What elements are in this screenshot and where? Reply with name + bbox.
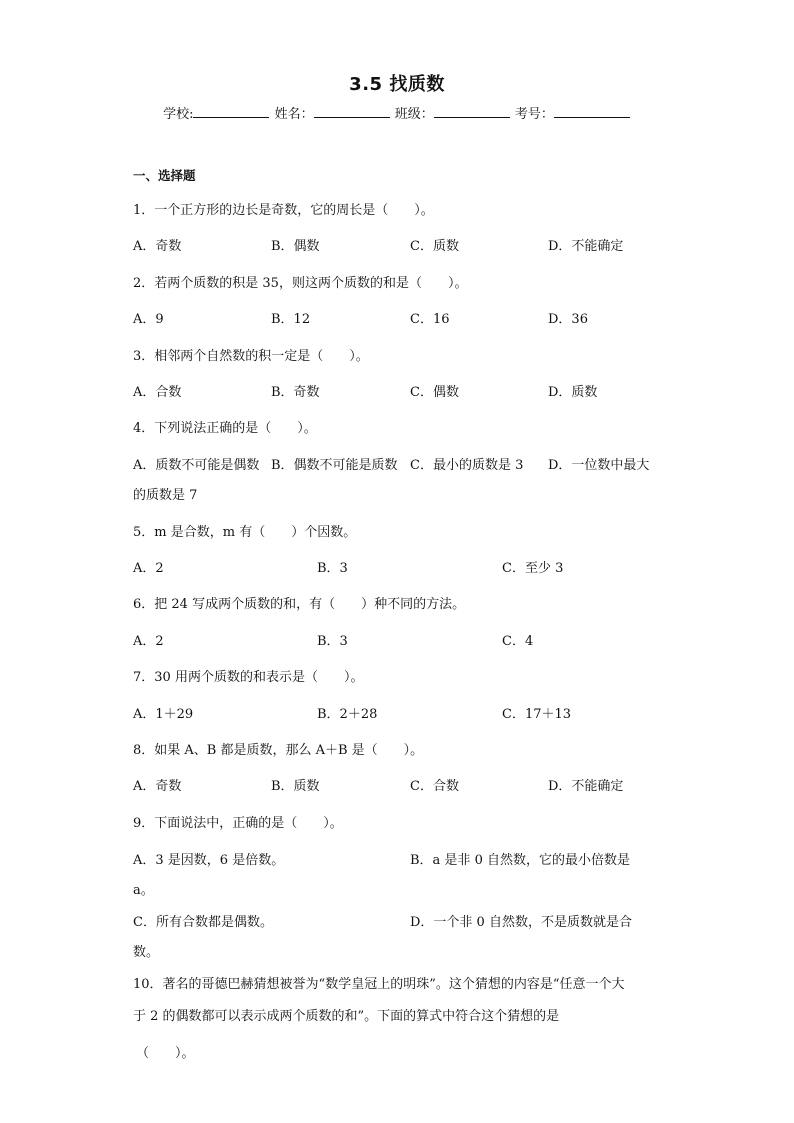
question-3-option-d[interactable]: D．质数: [548, 385, 598, 400]
question-4-option-c[interactable]: C．最小的质数是 3: [410, 458, 524, 473]
question-7-option-b[interactable]: B．2＋28: [317, 707, 378, 722]
question-8-stem: 8．如果 A、B 都是质数，那么 A＋B 是（ ）。: [133, 743, 424, 758]
name-label: 姓名：: [274, 107, 314, 122]
question-5-stem: 5．m 是合数，m 有（ ）个因数。: [133, 525, 357, 540]
question-6-option-a[interactable]: A．2: [133, 634, 164, 649]
question-8-option-c[interactable]: C．合数: [410, 779, 459, 794]
question-6-stem: 6．把 24 写成两个质数的和，有（ ）种不同的方法。: [133, 597, 466, 612]
question-7-option-a[interactable]: A．1＋29: [133, 707, 194, 722]
question-4-option-d[interactable]: D．一位数中最大: [548, 458, 650, 473]
question-7-stem: 7．30 用两个质数的和表示是（ ）。: [133, 670, 364, 685]
question-4-option-b[interactable]: B．偶数不可能是质数: [271, 458, 398, 473]
question-9-option-c[interactable]: C．所有合数都是偶数。: [133, 915, 273, 930]
question-9-option-a[interactable]: A．3 是因数，6 是倍数。: [133, 853, 285, 868]
question-5-option-a[interactable]: A．2: [133, 561, 164, 576]
school-blank[interactable]: [193, 105, 269, 118]
question-2-option-b[interactable]: B．12: [271, 312, 311, 327]
question-1-option-a[interactable]: A．奇数: [133, 239, 182, 254]
name-blank[interactable]: [314, 105, 390, 118]
question-5-option-c[interactable]: C．至少 3: [502, 561, 564, 576]
exam-no-blank[interactable]: [554, 105, 630, 118]
question-3-stem: 3．相邻两个自然数的积一定是（ ）。: [133, 349, 369, 364]
class-label: 班级：: [394, 107, 434, 122]
question-2-option-d[interactable]: D．36: [548, 312, 588, 327]
question-2-option-c[interactable]: C．16: [410, 312, 450, 327]
student-info-line: [0, 103, 794, 122]
question-9-option-d[interactable]: D．一个非 0 自然数，不是质数就是合: [410, 915, 632, 930]
question-7-option-c[interactable]: C．17＋13: [502, 707, 572, 722]
class-blank[interactable]: [434, 105, 510, 118]
question-4-option-a[interactable]: A．质数不可能是偶数: [133, 458, 260, 473]
question-4-option-d-cont: 的质数是 7: [133, 488, 198, 503]
question-10-stem-line-3: （ ）。: [136, 1046, 195, 1061]
question-3-option-b[interactable]: B．奇数: [271, 385, 320, 400]
question-4-stem: 4．下列说法正确的是（ ）。: [133, 421, 317, 436]
question-3-option-c[interactable]: C．偶数: [410, 385, 459, 400]
question-6-option-b[interactable]: B．3: [317, 634, 348, 649]
question-1-option-d[interactable]: D．不能确定: [548, 239, 624, 254]
question-2-stem: 2．若两个质数的积是 35，则这两个质数的和是（ ）。: [133, 276, 468, 291]
worksheet-title: 3.5 找质数: [349, 74, 445, 95]
question-1-stem: 1．一个正方形的边长是奇数，它的周长是（ ）。: [133, 203, 434, 218]
question-1-option-b[interactable]: B．偶数: [271, 239, 320, 254]
school-label: 学校:: [163, 107, 194, 122]
question-9-stem: 9．下面说法中，正确的是（ ）。: [133, 816, 343, 831]
question-6-option-c[interactable]: C．4: [502, 634, 534, 649]
question-8-option-a[interactable]: A．奇数: [133, 779, 182, 794]
question-9-option-d-cont: 数。: [133, 945, 160, 960]
question-5-option-b[interactable]: B．3: [317, 561, 348, 576]
question-9-option-b-cont: a。: [133, 883, 154, 898]
question-3-option-a[interactable]: A．合数: [133, 385, 182, 400]
question-10-stem-line-2: 于 2 的偶数都可以表示成两个质数的和”。下面的算式中符合这个猜想的是: [133, 1009, 560, 1024]
exam-no-label: 考号：: [514, 107, 554, 122]
question-2-option-a[interactable]: A．9: [133, 312, 164, 327]
section-title: 一、选择题: [133, 168, 196, 183]
question-9-option-b[interactable]: B．a 是非 0 自然数，它的最小倍数是: [410, 853, 630, 868]
question-10-stem-line-1: 10．著名的哥德巴赫猜想被誉为“数学皇冠上的明珠”。这个猜想的内容是“任意一个大: [133, 977, 625, 992]
question-1-option-c[interactable]: C．质数: [410, 239, 459, 254]
question-8-option-b[interactable]: B．质数: [271, 779, 320, 794]
question-8-option-d[interactable]: D．不能确定: [548, 779, 624, 794]
